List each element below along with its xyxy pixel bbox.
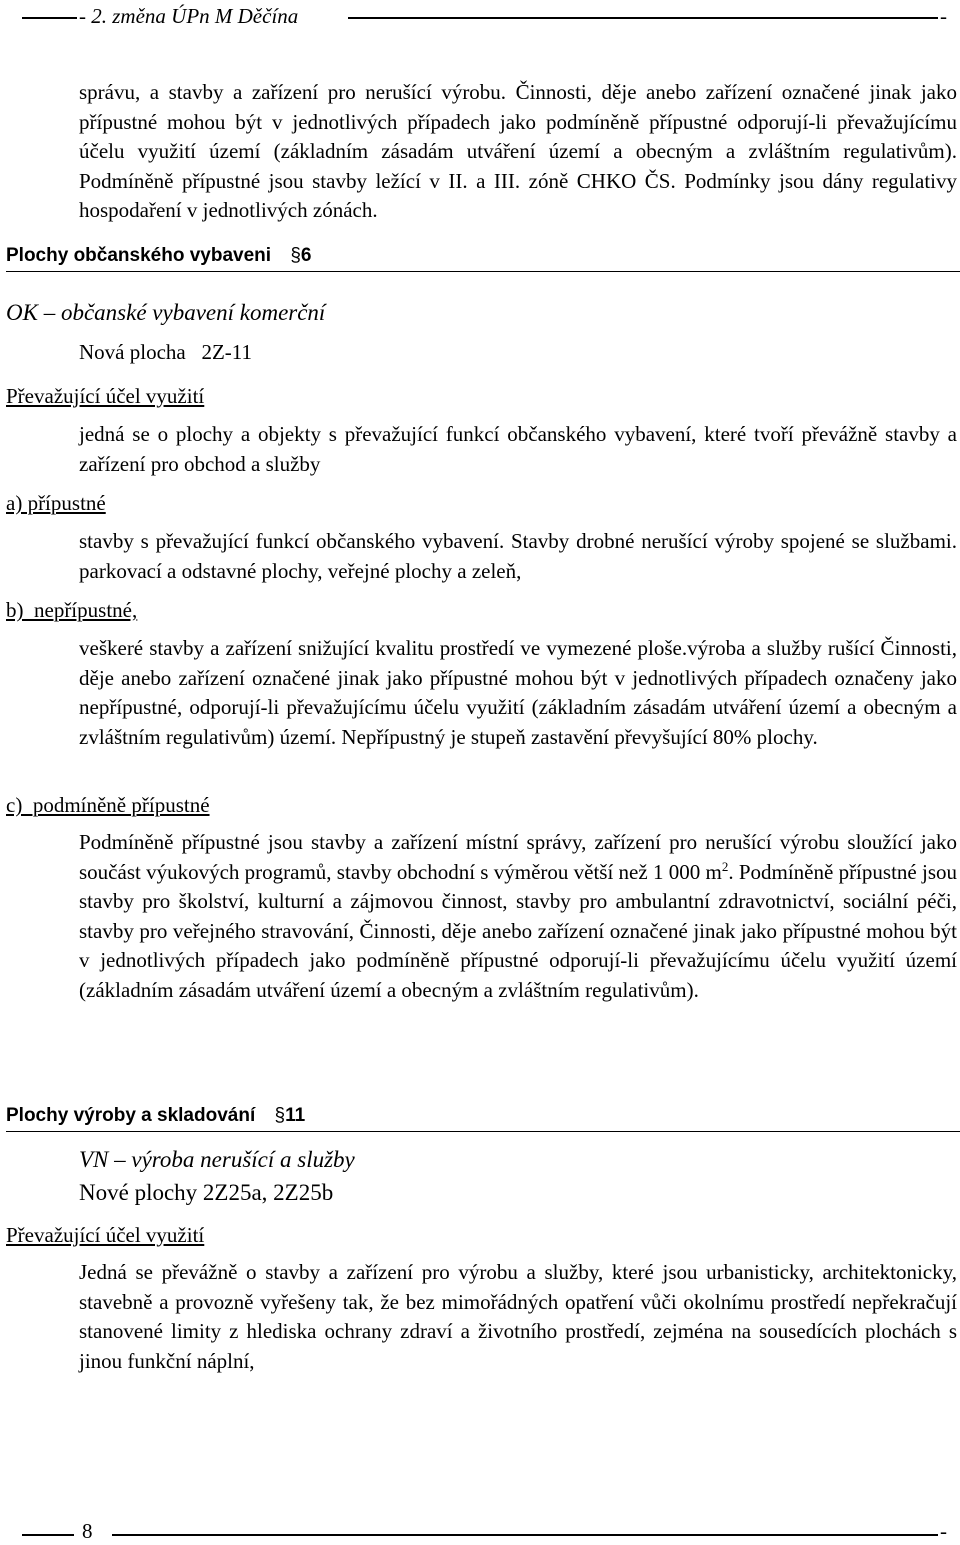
primary-use-label: Převažující účel využití bbox=[6, 384, 205, 408]
conditional-text bbox=[79, 828, 957, 1005]
conditional-label: c) podmíněně přípustné bbox=[6, 793, 210, 817]
section-title: Plochy občanského vybaveni bbox=[6, 245, 272, 266]
subsection-title: OK – občanské vybavení komerční bbox=[6, 300, 326, 325]
section-rule bbox=[6, 271, 960, 272]
footer-rule-right bbox=[112, 1534, 938, 1536]
header-rule-left bbox=[22, 17, 77, 19]
section-rule bbox=[6, 1131, 960, 1132]
header-tail: - bbox=[940, 4, 947, 28]
footer-tail: - bbox=[940, 1519, 947, 1543]
page-number: 8 bbox=[82, 1519, 93, 1543]
footer-rule-left bbox=[22, 1534, 74, 1536]
plocha-label: Nová plocha 2Z-11 bbox=[79, 340, 253, 364]
subsection-title: VN – výroba nerušící a služby bbox=[79, 1147, 355, 1172]
permitted-label: a) přípustné bbox=[6, 491, 106, 515]
paragraph-symbol: § bbox=[290, 245, 301, 266]
header-rule-right bbox=[348, 17, 938, 19]
section-number: 11 bbox=[285, 1105, 306, 1126]
section-heading-vyroby bbox=[6, 1105, 305, 1127]
section-heading-obcanske bbox=[6, 245, 311, 267]
superscript: 2 bbox=[721, 858, 729, 874]
conditional-text-part1: Podmíněně přípustné jsou stavby a zařízení místní správy, zařízení pro nerušící výrobu sloužící jako součást výukových programů, stavby obchodní s výměrou větší než 1 000 m bbox=[79, 830, 957, 884]
section-number: 6 bbox=[300, 245, 312, 266]
header-title: - 2. změna ÚPn M Děčína bbox=[79, 4, 299, 28]
primary-use-label: Převažující účel využití bbox=[6, 1223, 205, 1247]
permitted-text: stavby s převažující funkcí občanského vybavení. Stavby drobné nerušící výroby spojené se službami. parkovací a odstavné plochy, veřejné plochy a zeleň, bbox=[79, 529, 957, 583]
prohibited-label: b) nepřípustné, bbox=[6, 598, 138, 622]
intro-paragraph: správu, a stavby a zařízení pro nerušící výrobu. Činnosti, děje anebo zařízení označené jinak jako přípustné mohou být v jednotlivých případech jako podmíněně přípustné odporují-li převažujícímu účelu využití území (základním zásadám utváření území a obecným a zvláštním regulativům). Podmíněně přípustné jsou stavby ležící v II. a III. zóně CHKO ČS. Podmínky jsou dány regulativy hospodaření v jednotlivých zónách. bbox=[79, 80, 957, 222]
prohibited-text: veškeré stavby a zařízení snižující kvalitu prostředí ve vymezené ploše.výroba a služby rušící Činnosti, děje anebo zařízení označené jinak jako přípustné mohou být v jednotlivých případech označeny jako nepřípustné, odporují-li převažujícímu účelu využití (základním zásadám utváření území a obecným a zvláštním regulativům) území. Nepřípustný je stupeň zastavění převyšující 80% plochy. bbox=[79, 636, 957, 749]
conditional-text-part2: . Podmíněně přípustné jsou stavby pro školství, kulturní a zájmovou činnost, stavby pro ambulantní zdravotnictví, sociální péči, stavby pro veřejného stravování, Činnosti, děje anebo zařízení označené jinak jako přípustné mohou být v jednotlivých případech jako podmíněně přípustné odporují-li převažujícímu účelu využití území (základním zásadám utváření území a obecným a zvláštním regulativům). bbox=[79, 859, 957, 1002]
primary-use-text: Jedná se převážně o stavby a zařízení pro výrobu a služby, které jsou urbanisticky, architektonicky, stavebně a provozně vyřešeny tak, že bez mimořádných opatření vůči okolnímu prostředí nepřekračují stanovené limity z hlediska ochrany zdraví a životního prostředí, zejména na sousedících plochách s jinou funkční náplní, bbox=[79, 1260, 957, 1373]
plocha-label: Nové plochy 2Z25a, 2Z25b bbox=[79, 1180, 334, 1205]
section-title: Plochy výroby a skladování bbox=[6, 1105, 256, 1126]
primary-use-text: jedná se o plochy a objekty s převažující funkcí občanského vybavení, které tvoří převážně stavby a zařízení pro obchod a služby bbox=[79, 422, 957, 476]
paragraph-symbol: § bbox=[274, 1105, 286, 1126]
